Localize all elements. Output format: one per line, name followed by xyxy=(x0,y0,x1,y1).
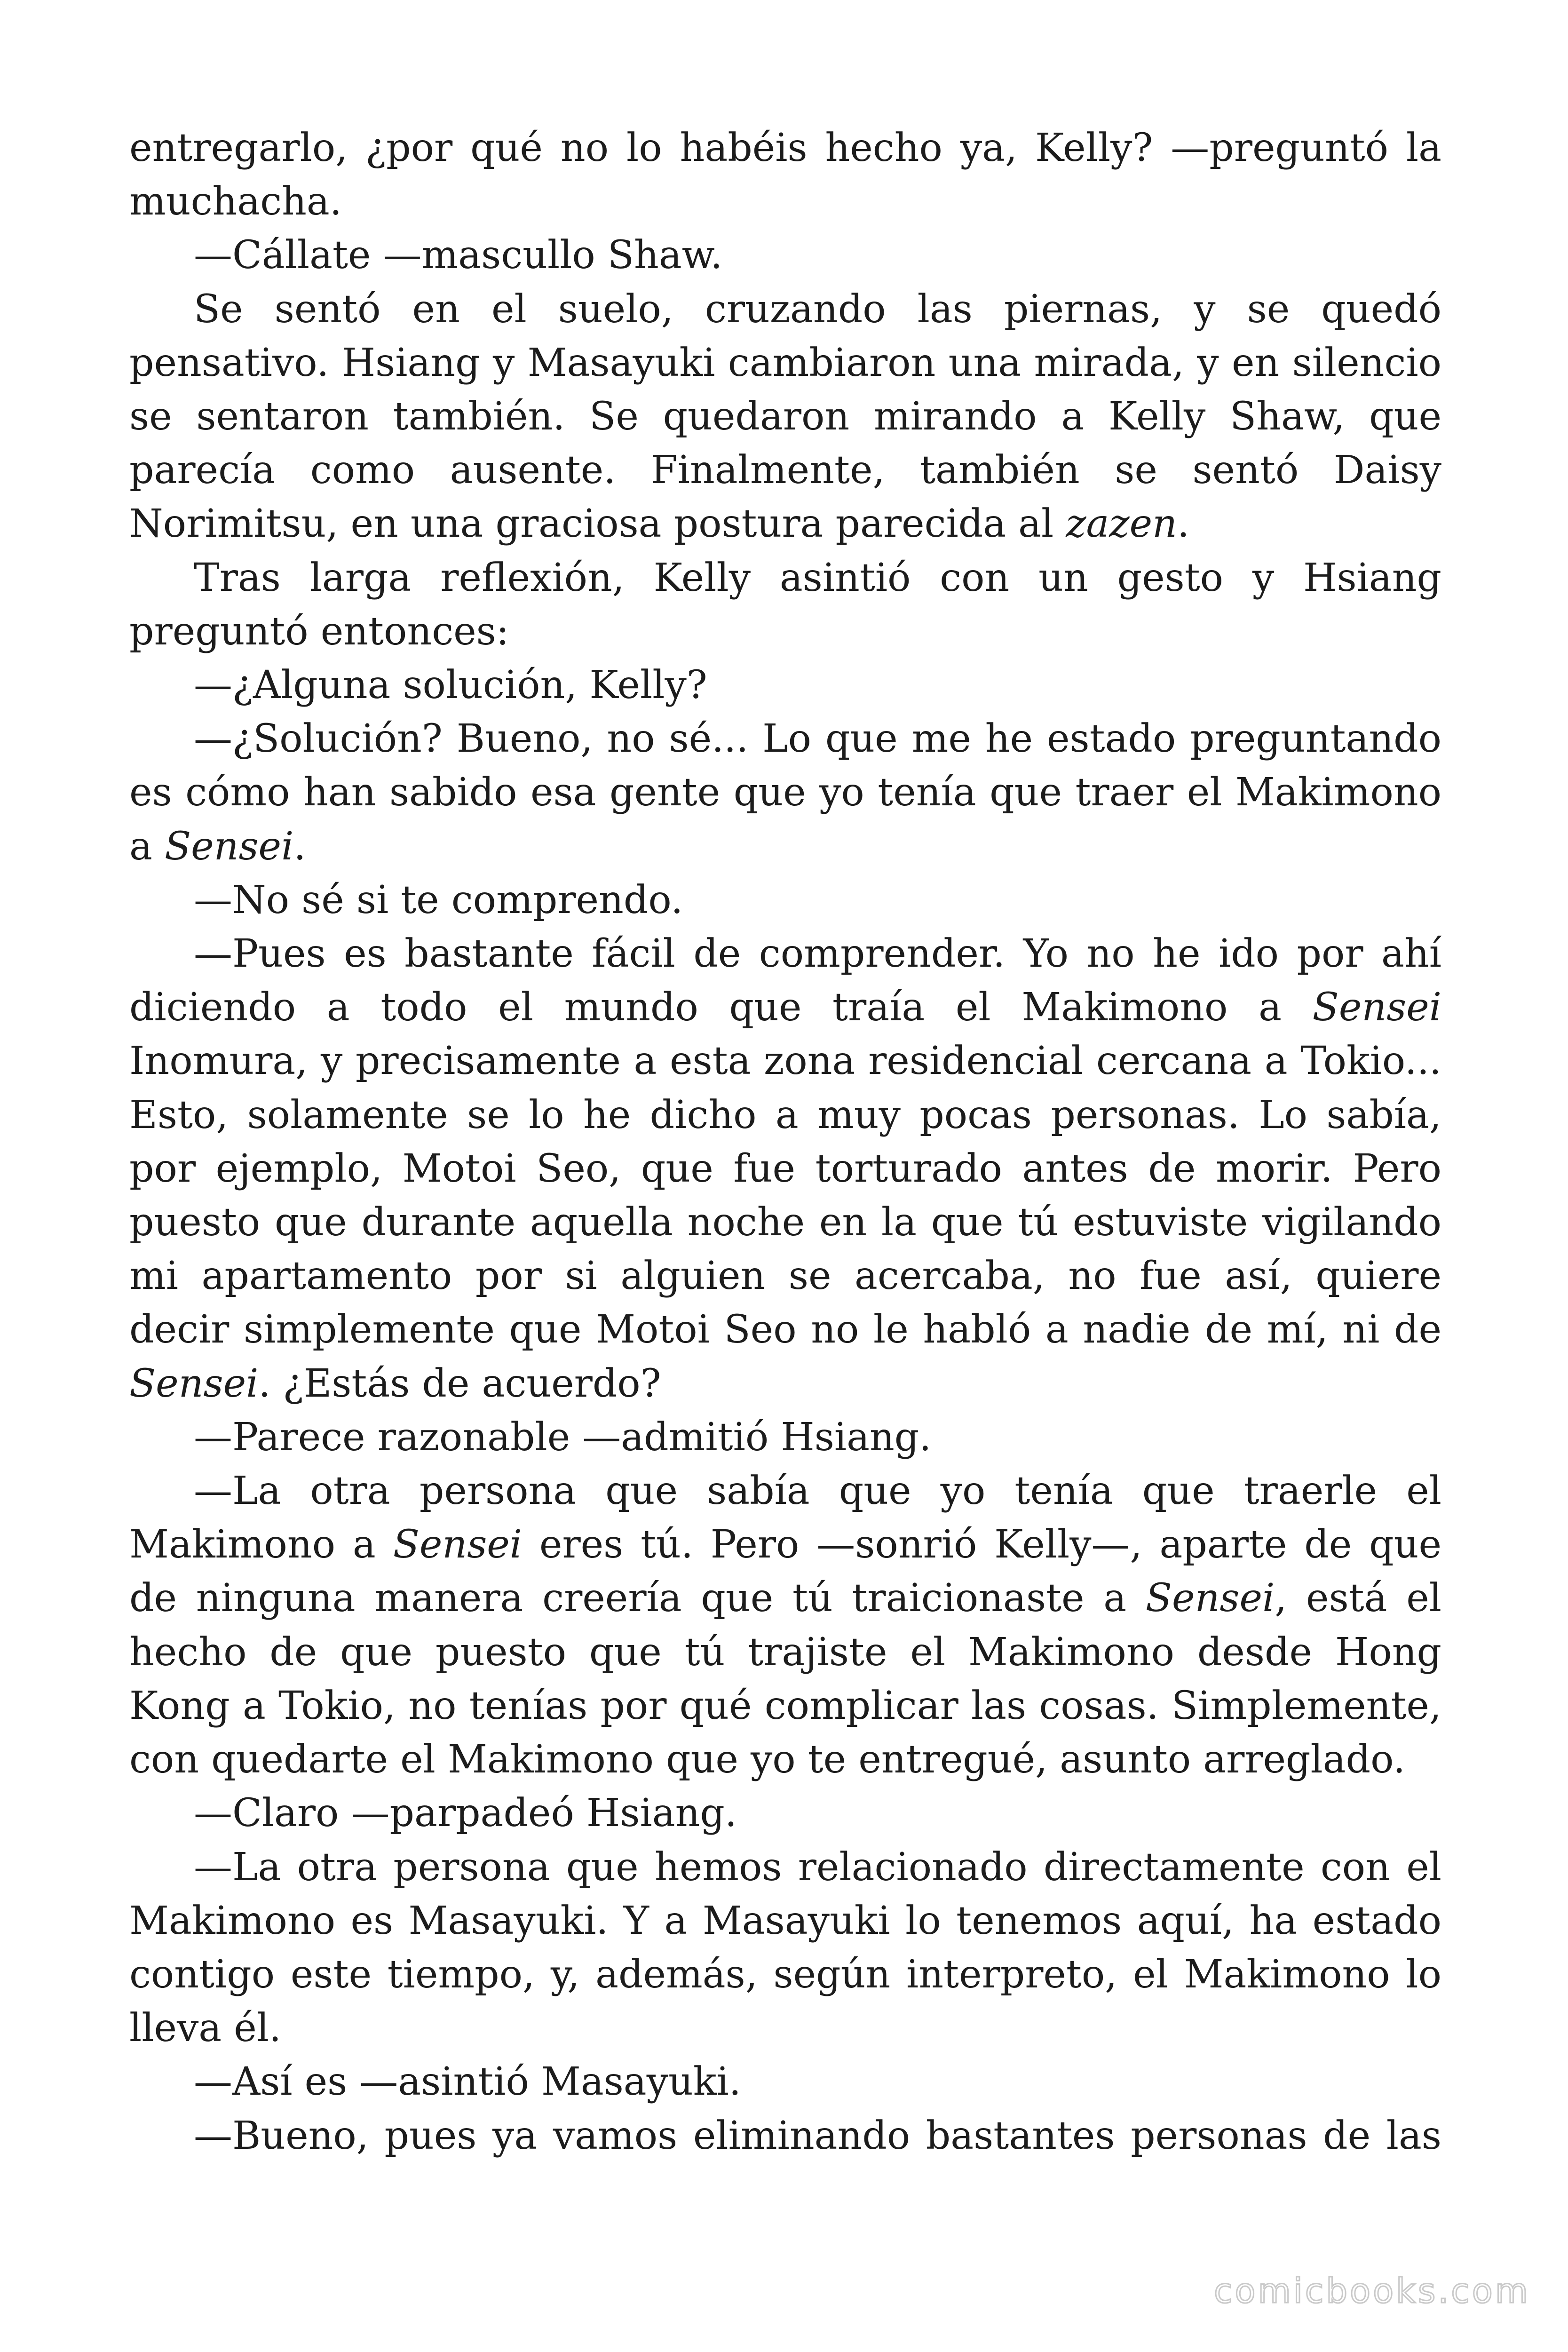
text-run: —La otra persona que hemos relacionado directamente con el Makimono es Masayuki. Y a Masayuki lo tenemos aquí, ha estado contigo este tiempo, y, además, según interpreto, el Makimono lo lleva él. xyxy=(129,1844,1441,2051)
italic-run: zazen xyxy=(1066,501,1177,547)
paragraph-5 xyxy=(129,659,1441,712)
text-run: —Bueno, pues ya vamos eliminando bastantes personas de las xyxy=(194,2113,1441,2158)
paragraph-7 xyxy=(129,874,1441,927)
text-run: —Así es —asintió Masayuki. xyxy=(194,2059,741,2105)
text-run: , está el hecho de que puesto que tú trajiste el Makimono desde Hong Kong a Tokio, no tenías por qué complicar las cosas. Simplemente, con quedarte el Makimono que yo te entregué, asunto arreglado. xyxy=(129,1576,1441,1782)
italic-run: Sensei xyxy=(1312,985,1441,1030)
paragraph-8 xyxy=(129,927,1441,1411)
text-run: . xyxy=(1177,501,1190,547)
text-run: . ¿Estás de acuerdo? xyxy=(258,1361,661,1406)
italic-run: Sensei xyxy=(393,1522,523,1567)
text-run: entregarlo, ¿por qué no lo habéis hecho ya, Kelly? —preguntó la muchacha. xyxy=(129,126,1441,224)
paragraph-2 xyxy=(129,229,1441,282)
text-run: —No sé si te comprendo. xyxy=(194,877,683,922)
text-run: —Claro —parpadeó Hsiang. xyxy=(194,1791,737,1836)
page-body xyxy=(129,121,1441,2163)
text-run: . xyxy=(293,824,306,869)
paragraph-4 xyxy=(129,551,1441,659)
text-run: —¿Alguna solución, Kelly? xyxy=(194,663,707,708)
text-run: eres tú. Pero —sonrió Kelly—, aparte de que de ninguna manera creería que tú traicionaste a xyxy=(129,1522,1441,1621)
paragraph-1 xyxy=(129,121,1441,229)
italic-run: Sensei xyxy=(1145,1576,1275,1621)
paragraph-9 xyxy=(129,1411,1441,1464)
text-run: —Parece razonable —admitió Hsiang. xyxy=(194,1414,932,1460)
text-run: Se sentó en el suelo, cruzando las piernas, y se quedó pensativo. Hsiang y Masayuki cambiaron una mirada, y en silencio se sentaron también. Se quedaron mirando a Kelly Shaw, que parecía como ausente. Finalmente, también se sentó Daisy Norimitsu, en una graciosa postura parecida al xyxy=(129,286,1441,547)
text-run: Tras larga reflexión, Kelly asintió con un gesto y Hsiang preguntó entonces: xyxy=(129,555,1441,654)
paragraph-11 xyxy=(129,1787,1441,1840)
watermark: comicbooks.com xyxy=(1213,2271,1530,2311)
paragraph-13 xyxy=(129,2055,1441,2109)
text-run: —La otra persona que sabía que yo tenía que traerle el Makimono a xyxy=(129,1469,1441,1567)
text-run: Inomura, y precisamente a esta zona residencial cercana a Tokio... Esto, solamente se lo he dicho a muy pocas personas. Lo sabía, por ejemplo, Motoi Seo, que fue torturado antes de morir. Pero puesto que durante aquella noche en la que tú estuviste vigilando mi apartamento por si alguien se acercaba, no fue así, quiere decir simplemente que Motoi Seo no le habló a nadie de mí, ni de xyxy=(129,1039,1441,1352)
text-run: —¿Solución? Bueno, no sé... Lo que me he estado preguntando es cómo han sabido esa gente que yo tenía que traer el Makimono a xyxy=(129,716,1441,869)
paragraph-6 xyxy=(129,712,1441,874)
paragraph-14 xyxy=(129,2109,1441,2163)
paragraph-10 xyxy=(129,1464,1441,1787)
text-run: —Pues es bastante fácil de comprender. Yo no he ido por ahí diciendo a todo el mundo que traía el Makimono a xyxy=(129,931,1441,1030)
italic-run: Sensei xyxy=(129,1361,259,1406)
paragraph-3 xyxy=(129,283,1441,551)
italic-run: Sensei xyxy=(164,824,294,869)
text-run: —Cállate —mascullo Shaw. xyxy=(194,233,723,278)
paragraph-12 xyxy=(129,1841,1441,2056)
